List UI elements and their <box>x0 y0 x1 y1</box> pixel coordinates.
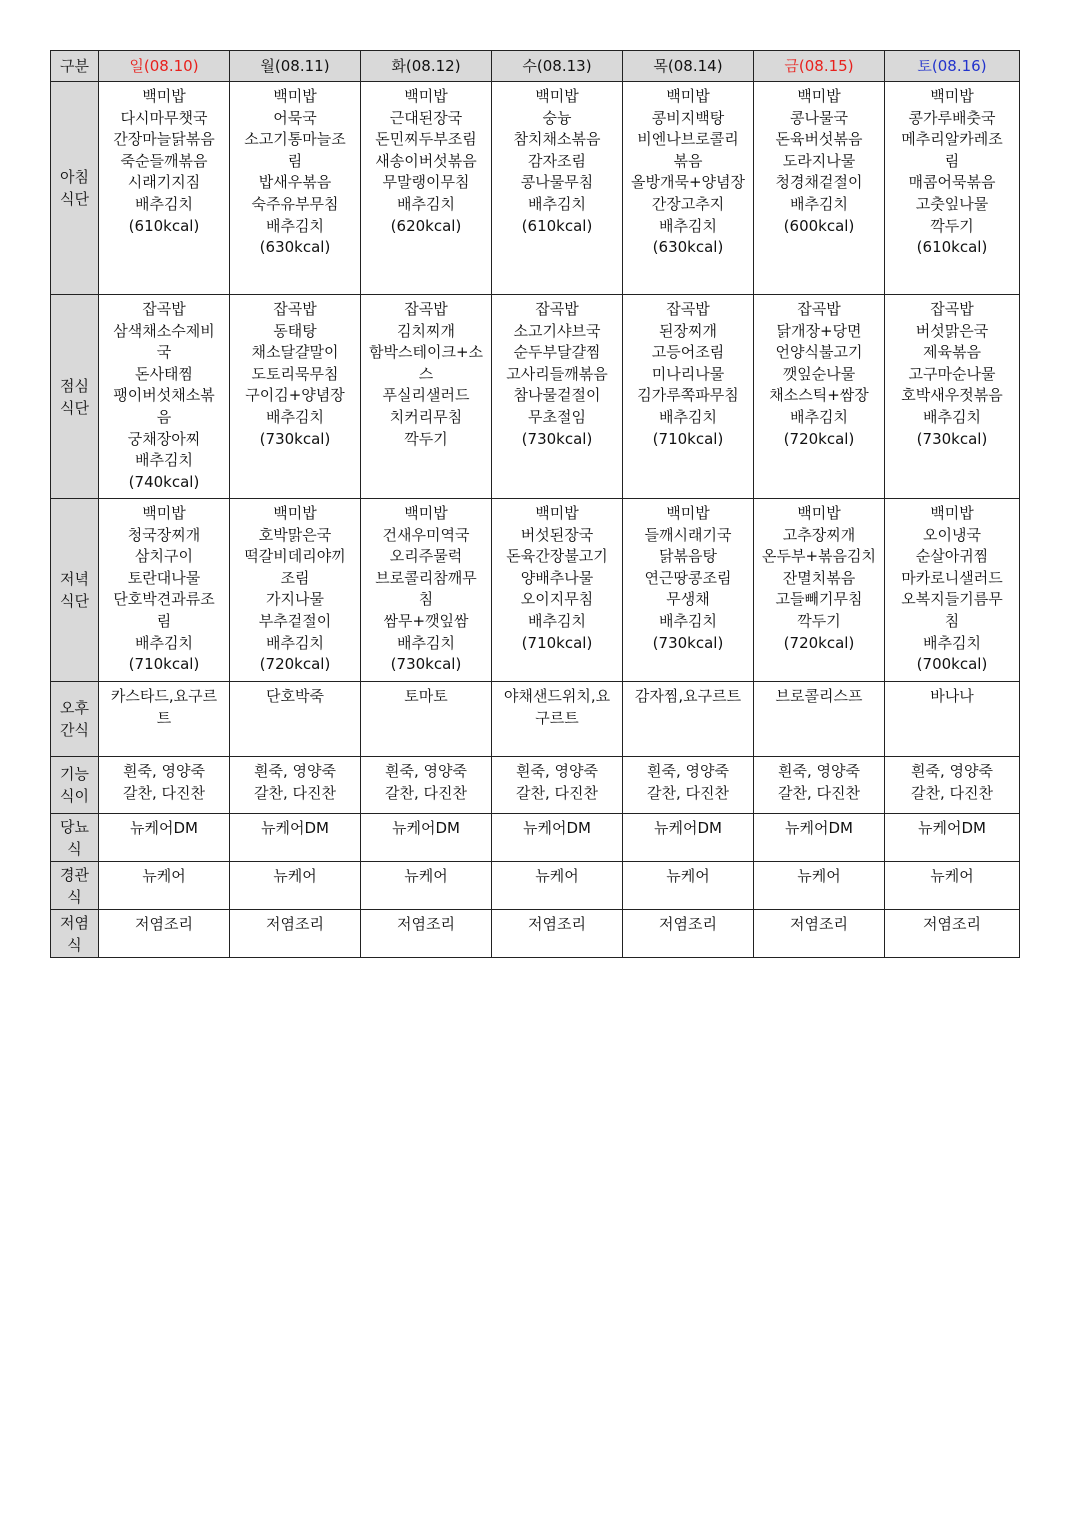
menu-cell <box>754 499 885 682</box>
menu-item: 돈육버섯볶음 <box>775 130 863 149</box>
menu-item: 흰죽, 영양죽 <box>385 762 467 780</box>
menu-cell <box>623 499 754 682</box>
menu-cell <box>754 757 885 814</box>
menu-item: 배추김치 <box>135 451 193 470</box>
row-label-diabetic <box>51 814 99 862</box>
menu-cell <box>99 910 230 958</box>
menu-item: 백미밥 <box>273 87 317 105</box>
menu-item: 고사리들깨볶음 <box>506 364 608 383</box>
menu-item: 마카로니샐러드 <box>901 568 1003 587</box>
menu-item: (710kcal) <box>521 633 593 652</box>
menu-item: 푸실리샐러드 <box>382 386 470 405</box>
header-row <box>51 51 1020 82</box>
menu-item: 궁채장아찌 <box>127 429 201 448</box>
menu-cell <box>492 682 623 757</box>
menu-item: 트 <box>156 708 172 727</box>
menu-item: 올방개묵+양념장 <box>631 173 745 192</box>
menu-cell <box>230 295 361 499</box>
menu-cell <box>230 814 361 862</box>
menu-item: 흰죽, 영양죽 <box>516 762 598 780</box>
menu-item: 저염조리 <box>923 915 981 933</box>
menu-cell <box>754 682 885 757</box>
menu-item: 치커리무침 <box>389 407 463 426</box>
menu-item: (720kcal) <box>783 633 855 652</box>
menu-item: 청경채겉절이 <box>775 173 863 192</box>
row-label-line: 식이 <box>60 787 89 805</box>
menu-item: 무초절임 <box>528 407 586 426</box>
menu-item: 토란대나물 <box>127 568 201 587</box>
day-header-sat: 토(08.16) <box>885 51 1020 82</box>
row-label-snack <box>51 682 99 757</box>
meal-row-dinner <box>51 499 1020 682</box>
row-label-dinner <box>51 499 99 682</box>
row-label-texture-modified <box>51 757 99 814</box>
menu-cell <box>885 862 1020 910</box>
day-header-wed: 수(08.13) <box>492 51 623 82</box>
row-label-line: 식 <box>67 935 82 954</box>
menu-item: (710kcal) <box>652 429 724 448</box>
menu-item: 무생채 <box>666 590 710 609</box>
menu-item: 미나리나물 <box>651 364 725 383</box>
menu-item: 콩나물무침 <box>520 173 594 192</box>
menu-item: 단호박견과류조 <box>113 590 215 609</box>
menu-item: 언양식불고기 <box>775 343 863 362</box>
menu-cell <box>885 757 1020 814</box>
meal-row-low-sodium <box>51 910 1020 958</box>
menu-item: 죽순들깨볶음 <box>120 151 208 170</box>
menu-cell <box>361 862 492 910</box>
menu-item: 조림 <box>280 568 310 587</box>
menu-item: (730kcal) <box>652 633 724 652</box>
menu-item: 저염조리 <box>790 915 848 933</box>
menu-item: 순살아귀찜 <box>915 547 989 566</box>
menu-item: 침 <box>418 590 434 609</box>
row-label-line: 기능 <box>60 765 89 783</box>
menu-cell <box>492 814 623 862</box>
menu-cell <box>623 295 754 499</box>
row-label-line: 식단 <box>60 592 89 610</box>
menu-item: 오이냉국 <box>923 525 981 544</box>
menu-item: 잔멸치볶음 <box>782 568 856 587</box>
menu-item: 잡곡밥 <box>404 300 448 318</box>
menu-item: 콩나물국 <box>790 108 848 127</box>
day-header-tue: 화(08.12) <box>361 51 492 82</box>
menu-item: 밥새우볶음 <box>258 173 332 192</box>
menu-item: 콩가루배춧국 <box>908 108 996 127</box>
day-header-mon: 월(08.11) <box>230 51 361 82</box>
menu-item: 백미밥 <box>142 87 186 105</box>
menu-item: 저염조리 <box>659 915 717 933</box>
menu-item: 돈육간장불고기 <box>506 547 608 566</box>
day-header-fri: 금(08.15) <box>754 51 885 82</box>
menu-item: 배추김치 <box>923 407 981 426</box>
menu-cell <box>754 862 885 910</box>
menu-item: 배추김치 <box>397 194 455 213</box>
menu-item: 연근땅콩조림 <box>644 568 732 587</box>
menu-item: 갈찬, 다진찬 <box>385 783 467 802</box>
menu-item: 갈찬, 다진찬 <box>778 783 860 802</box>
meal-row-breakfast <box>51 82 1020 295</box>
menu-item: 시래기지짐 <box>127 173 201 192</box>
menu-cell <box>492 862 623 910</box>
row-label-line: 오후 <box>60 699 89 717</box>
menu-item: 바나나 <box>930 687 974 705</box>
menu-item: (700kcal) <box>916 655 988 674</box>
menu-item: 고구마순나물 <box>908 364 996 383</box>
menu-item: (720kcal) <box>783 429 855 448</box>
menu-item: (620kcal) <box>390 216 462 235</box>
menu-item: 구이김+양념장 <box>245 386 345 405</box>
menu-item: 잡곡밥 <box>797 300 841 318</box>
menu-item: 백미밥 <box>535 504 579 522</box>
menu-item: 메추리알카레조 <box>901 130 1003 149</box>
menu-cell <box>492 757 623 814</box>
menu-item: 배추김치 <box>266 216 324 235</box>
menu-item: 음 <box>156 407 172 426</box>
menu-item: 뉴케어DM <box>130 819 198 837</box>
menu-item: 호박새우젓볶음 <box>901 386 1003 405</box>
menu-cell <box>230 499 361 682</box>
menu-item: (630kcal) <box>652 238 724 257</box>
menu-item: 어묵국 <box>273 108 317 127</box>
row-label-line: 아침 <box>60 168 89 186</box>
meal-row-diabetic <box>51 814 1020 862</box>
menu-item: 잡곡밥 <box>666 300 710 318</box>
menu-cell <box>361 682 492 757</box>
menu-item: 백미밥 <box>404 504 448 522</box>
menu-item: (730kcal) <box>390 655 462 674</box>
menu-item: 배추김치 <box>659 216 717 235</box>
menu-item: 함박스테이크+소 <box>369 343 483 362</box>
menu-item: 백미밥 <box>797 87 841 105</box>
menu-item: 뉴케어DM <box>918 819 986 837</box>
row-label-line: 식단 <box>60 398 89 417</box>
menu-item: 갈찬, 다진찬 <box>123 783 205 802</box>
menu-item: 숭늉 <box>542 108 572 127</box>
menu-item: 백미밥 <box>930 504 974 522</box>
menu-item: 동태탕 <box>273 321 317 340</box>
menu-item: 감자조림 <box>528 151 586 170</box>
menu-item: 뉴케어DM <box>785 819 853 837</box>
menu-item: 양배추나물 <box>520 568 594 587</box>
menu-item: 온두부+볶음김치 <box>762 547 876 566</box>
menu-item: 된장찌개 <box>659 321 717 340</box>
menu-cell <box>885 814 1020 862</box>
menu-item: 청국장찌개 <box>127 525 201 544</box>
menu-item: 야채샌드위치,요 <box>503 687 611 705</box>
menu-item: 토마토 <box>404 687 448 705</box>
menu-cell <box>623 682 754 757</box>
menu-item: 흰죽, 영양죽 <box>254 762 336 780</box>
menu-item: 림 <box>287 151 303 170</box>
menu-item: 브로콜리참깨무 <box>375 568 477 587</box>
menu-item: 잡곡밥 <box>535 300 579 318</box>
menu-cell <box>754 82 885 295</box>
menu-item: 근대된장국 <box>389 108 463 127</box>
menu-item: 백미밥 <box>797 504 841 522</box>
menu-item: 고춧잎나물 <box>915 194 989 213</box>
row-label-line: 식 <box>67 839 82 858</box>
menu-item: 무말랭이무침 <box>382 173 470 192</box>
menu-item: 배추김치 <box>528 611 586 630</box>
menu-item: 백미밥 <box>273 504 317 522</box>
menu-item: (740kcal) <box>128 472 200 491</box>
menu-item: 다시마무챗국 <box>120 108 208 127</box>
menu-cell <box>230 82 361 295</box>
menu-item: 돈민찌두부조림 <box>375 130 477 149</box>
menu-item: 배추김치 <box>135 194 193 213</box>
menu-cell <box>361 910 492 958</box>
menu-item: 채소달걀말이 <box>251 343 339 362</box>
menu-item: 백미밥 <box>404 87 448 105</box>
menu-item: 호박맑은국 <box>258 525 332 544</box>
day-header-sun: 일(08.10) <box>99 51 230 82</box>
menu-item: 도라지나물 <box>782 151 856 170</box>
menu-cell <box>492 499 623 682</box>
menu-cell <box>623 814 754 862</box>
menu-item: 배추김치 <box>790 194 848 213</box>
menu-item: 참나물겉절이 <box>513 386 601 405</box>
row-label-lunch <box>51 295 99 499</box>
menu-item: 카스타드,요구르 <box>110 687 218 705</box>
menu-item: 돈사태찜 <box>135 364 193 383</box>
menu-cell <box>885 499 1020 682</box>
menu-cell <box>492 82 623 295</box>
corner-header: 구분 <box>51 51 99 82</box>
menu-item: 림 <box>156 611 172 630</box>
menu-cell <box>99 499 230 682</box>
menu-item: 쌈무+깻잎쌈 <box>383 611 469 630</box>
menu-item: 감자찜,요구르트 <box>634 687 742 705</box>
menu-item: 버섯된장국 <box>520 525 594 544</box>
menu-item: 깍두기 <box>797 611 841 630</box>
menu-item: 뉴케어 <box>930 867 974 885</box>
menu-item: 김가루쪽파무침 <box>637 386 739 405</box>
menu-item: 건새우미역국 <box>382 525 470 544</box>
menu-item: 스 <box>418 364 434 383</box>
menu-item: 오이지무침 <box>520 590 594 609</box>
row-label-breakfast <box>51 82 99 295</box>
menu-cell <box>492 295 623 499</box>
menu-cell <box>885 82 1020 295</box>
menu-item: 백미밥 <box>535 87 579 105</box>
menu-cell <box>623 910 754 958</box>
menu-cell <box>623 757 754 814</box>
menu-item: 배추김치 <box>659 407 717 426</box>
menu-item: 김치찌개 <box>397 321 455 340</box>
menu-item: 뉴케어 <box>404 867 448 885</box>
menu-item: 잡곡밥 <box>142 300 186 318</box>
menu-item: 배추김치 <box>266 633 324 652</box>
menu-item: (610kcal) <box>128 216 200 235</box>
menu-item: 뉴케어DM <box>523 819 591 837</box>
menu-cell <box>754 910 885 958</box>
menu-item: (720kcal) <box>259 655 331 674</box>
menu-item: 뉴케어DM <box>261 819 329 837</box>
menu-item: 새송이버섯볶음 <box>375 151 477 170</box>
menu-item: 버섯맑은국 <box>915 321 989 340</box>
menu-item: 백미밥 <box>666 504 710 522</box>
row-label-tube-feeding <box>51 862 99 910</box>
menu-item: 들깨시래기국 <box>644 525 732 544</box>
weekly-meal-table <box>50 50 1020 958</box>
menu-item: 닭볶음탕 <box>659 547 717 566</box>
menu-item: 뉴케어 <box>666 867 710 885</box>
menu-item: (730kcal) <box>259 429 331 448</box>
menu-cell <box>885 295 1020 499</box>
menu-item: 흰죽, 영양죽 <box>911 762 993 780</box>
menu-item: 뉴케어 <box>273 867 317 885</box>
menu-item: (730kcal) <box>521 429 593 448</box>
menu-cell <box>361 814 492 862</box>
row-label-line: 경관 <box>60 865 89 884</box>
menu-item: 갈찬, 다진찬 <box>516 783 598 802</box>
menu-cell <box>623 82 754 295</box>
menu-cell <box>361 757 492 814</box>
menu-item: 배추김치 <box>397 633 455 652</box>
menu-item: 잡곡밥 <box>930 300 974 318</box>
menu-item: 소고기통마늘조 <box>244 130 346 149</box>
menu-item: (630kcal) <box>259 238 331 257</box>
menu-item: 백미밥 <box>930 87 974 105</box>
menu-item: 제육볶음 <box>923 343 981 362</box>
menu-cell <box>623 862 754 910</box>
menu-cell <box>230 757 361 814</box>
menu-item: 채소스틱+쌈장 <box>769 386 869 405</box>
menu-item: (710kcal) <box>128 655 200 674</box>
menu-cell <box>230 862 361 910</box>
menu-item: 도토리묵무침 <box>251 364 339 383</box>
menu-item: 뉴케어DM <box>654 819 722 837</box>
menu-item: 깍두기 <box>404 429 448 448</box>
row-label-line: 저녁 <box>60 570 89 588</box>
menu-cell <box>230 910 361 958</box>
row-label-low-sodium <box>51 910 99 958</box>
menu-item: 국 <box>156 343 172 362</box>
menu-item: 뉴케어 <box>535 867 579 885</box>
menu-item: 부추겉절이 <box>258 611 332 630</box>
menu-cell <box>754 814 885 862</box>
menu-item: 간장고추지 <box>651 194 725 213</box>
menu-cell <box>492 910 623 958</box>
menu-item: 저염조리 <box>528 915 586 933</box>
menu-cell <box>99 82 230 295</box>
menu-item: 삼색채소수제비 <box>113 321 215 340</box>
menu-item: 간장마늘닭볶음 <box>113 130 215 149</box>
menu-item: 고등어조림 <box>651 343 725 362</box>
menu-item: (610kcal) <box>916 238 988 257</box>
menu-item: 저염조리 <box>397 915 455 933</box>
menu-item: 비엔나브로콜리 <box>637 130 739 149</box>
menu-item: 배추김치 <box>528 194 586 213</box>
menu-cell <box>99 814 230 862</box>
menu-item: 갈찬, 다진찬 <box>911 783 993 802</box>
menu-cell <box>99 682 230 757</box>
meal-row-snack <box>51 682 1020 757</box>
menu-item: 오리주물럭 <box>389 547 463 566</box>
row-label-line: 저염 <box>60 913 89 932</box>
menu-item: (610kcal) <box>521 216 593 235</box>
menu-item: 림 <box>944 151 960 170</box>
menu-cell <box>99 862 230 910</box>
menu-item: 배추김치 <box>790 407 848 426</box>
menu-item: 백미밥 <box>142 504 186 522</box>
meal-row-tube-feeding <box>51 862 1020 910</box>
row-label-line: 식 <box>67 887 82 906</box>
menu-item: 백미밥 <box>666 87 710 105</box>
menu-item: 흰죽, 영양죽 <box>778 762 860 780</box>
menu-cell <box>99 757 230 814</box>
row-label-line: 간식 <box>60 721 89 739</box>
meal-row-lunch <box>51 295 1020 499</box>
menu-item: 콩비지백탕 <box>651 108 725 127</box>
menu-item: 뉴케어 <box>797 867 841 885</box>
menu-item: 흰죽, 영양죽 <box>123 762 205 780</box>
menu-item: 팽이버섯채소볶 <box>113 386 215 405</box>
menu-item: 배추김치 <box>135 633 193 652</box>
menu-item: 단호박죽 <box>266 687 324 705</box>
menu-item: 저염조리 <box>266 915 324 933</box>
menu-item: (730kcal) <box>916 429 988 448</box>
menu-item: 닭개장+당면 <box>776 321 862 340</box>
menu-item: (600kcal) <box>783 216 855 235</box>
menu-cell <box>754 295 885 499</box>
menu-item: 깻잎순나물 <box>782 364 856 383</box>
row-label-line: 식단 <box>60 190 89 208</box>
menu-item: 깍두기 <box>930 216 974 235</box>
meal-row-texture-modified <box>51 757 1020 814</box>
menu-item: 순두부달걀찜 <box>513 343 601 362</box>
row-label-line: 당뇨 <box>60 817 89 836</box>
menu-item: 배추김치 <box>923 633 981 652</box>
menu-item: 떡갈비데리야끼 <box>244 547 346 566</box>
menu-cell <box>885 682 1020 757</box>
menu-item: 구르트 <box>535 708 579 727</box>
menu-cell <box>361 295 492 499</box>
menu-item: 볶음 <box>673 151 703 170</box>
menu-item: 뉴케어DM <box>392 819 460 837</box>
menu-cell <box>361 499 492 682</box>
menu-item: 배추김치 <box>659 611 717 630</box>
menu-cell <box>99 295 230 499</box>
menu-cell <box>361 82 492 295</box>
menu-item: 갈찬, 다진찬 <box>647 783 729 802</box>
menu-item: 뉴케어 <box>142 867 186 885</box>
menu-item: 배추김치 <box>266 407 324 426</box>
menu-item: 브로콜리스프 <box>775 687 863 705</box>
menu-item: 삼치구이 <box>135 547 193 566</box>
menu-item: 가지나물 <box>266 590 324 609</box>
menu-item: 저염조리 <box>135 915 193 933</box>
menu-cell <box>885 910 1020 958</box>
menu-item: 침 <box>944 611 960 630</box>
menu-item: 참치채소볶음 <box>513 130 601 149</box>
menu-item: 숙주유부무침 <box>251 194 339 213</box>
menu-item: 매콤어묵볶음 <box>908 173 996 192</box>
row-label-line: 점심 <box>60 376 89 395</box>
menu-item: 갈찬, 다진찬 <box>254 783 336 802</box>
menu-cell <box>230 682 361 757</box>
menu-item: 오복지들기름무 <box>901 590 1003 609</box>
menu-item: 고추장찌개 <box>782 525 856 544</box>
day-header-thu: 목(08.14) <box>623 51 754 82</box>
menu-item: 잡곡밥 <box>273 300 317 318</box>
menu-item: 고들빼기무침 <box>775 590 863 609</box>
menu-item: 흰죽, 영양죽 <box>647 762 729 780</box>
menu-item: 소고기샤브국 <box>513 321 601 340</box>
